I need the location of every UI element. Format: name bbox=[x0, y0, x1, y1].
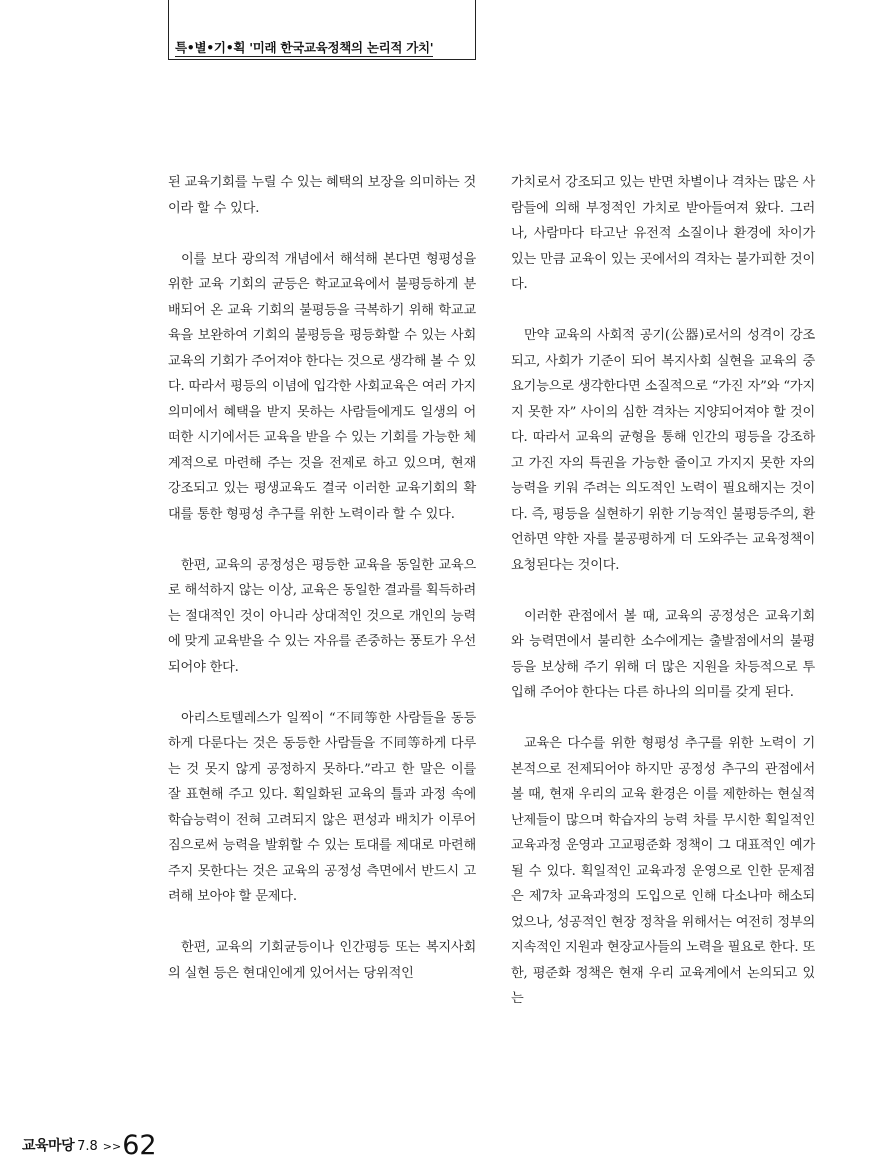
arrow-marker: >> bbox=[102, 1140, 122, 1153]
page-number: 62 bbox=[122, 1130, 157, 1161]
paragraph: 한편, 교육의 공정성은 평등한 교육을 동일한 교육으로 해석하지 않는 이상, 교육은 동일한 결과를 획득하려는 절대적인 것이 아니라 상대적인 것으로 개인의 능력에 맞게 교육받을 수 있는 자유를 존중하는 풍토가 우선되어야 한다. bbox=[168, 557, 476, 675]
page-footer bbox=[22, 1130, 157, 1161]
section-title: 특•별•기•획 '미래 한국교육정책의 논리적 가치' bbox=[175, 40, 434, 55]
paragraph: 된 교육기회를 누릴 수 있는 혜택의 보장을 의미하는 것이라 할 수 있다. bbox=[168, 175, 476, 216]
issue-number: 7.8 bbox=[77, 1139, 98, 1154]
right-column bbox=[511, 170, 815, 1037]
paragraph: 한편, 교육의 기회균등이나 인간평등 또는 복지사회의 실현 등은 현대인에게 있어서는 당위적인 bbox=[168, 940, 476, 981]
paragraph: 만약 교육의 사회적 공기(公器)로서의 성격이 강조되고, 사회가 기준이 되어 복지사회 실현을 교육의 중요기능으로 생각한다면 소질적으로 “가진 자”와 “가지지 못한 자” 사이의 심한 격차는 지양되어져야 할 것이다. 따라서 교육의 균형을 통해 인간의 평등을 강조하고 가진 자의 특권을 가능한 줄이고 가지지 못한 자의 능력을 키워 주려는 의도적인 노력이 필요해지는 것이다. 즉, 평등을 실현하기 위한 기능적인 불평등주의, 환언하면 약한 자를 불공평하게 더 도와주는 교육정책이 요청된다는 것이다. bbox=[511, 328, 815, 573]
paragraph: 교육은 다수를 위한 형평성 추구를 위한 노력이 기본적으로 전제되어야 하지만 공정성 추구의 관점에서 볼 때, 현재 우리의 교육 환경은 이를 제한하는 현실적 난제들이 많으며 학습자의 능력 차를 무시한 획일적인 교육과정 운영과 고교평준화 정책이 그 대표적인 예가 될 수 있다. 획일적인 교육과정 운영으로 인한 문제점은 제7차 교육과정의 도입으로 인해 다소나마 해소되었으나, 성공적인 현장 정착을 위해서는 여전히 정부의 지속적인 지원과 현장교사들의 노력을 필요로 한다. 또한, 평준화 정책은 현재 우리 교육계에서 논의되고 있는 bbox=[511, 736, 815, 1006]
paragraph: 아리스토텔레스가 일찍이 “不同等한 사람들을 동등하게 다룬다는 것은 동등한 사람들을 不同等하게 다루는 것 못지 않게 공정하지 못하다.”라고 한 말은 이를 잘 표현해 주고 있다. 획일화된 교육의 틀과 과정 속에 학습능력이 전혀 고려되지 않은 편성과 배치가 이루어짐으로써 능력을 발휘할 수 있는 토대를 제대로 마련해 주지 못한다는 것은 교육의 공정성 측면에서 반드시 고려해 보아야 할 문제다. bbox=[168, 710, 476, 904]
paragraph: 이러한 관점에서 볼 때, 교육의 공정성은 교육기회와 능력면에서 불리한 소수에게는 출발점에서의 불평등을 보상해 주기 위해 더 많은 지원을 차등적으로 투입해 주어야 한다는 다른 하나의 의미를 갖게 된다. bbox=[511, 608, 815, 700]
magazine-name: 교육마당 bbox=[22, 1138, 75, 1154]
left-column bbox=[168, 170, 476, 1012]
header-box bbox=[168, 0, 476, 60]
paragraph: 이를 보다 광의적 개념에서 해석해 본다면 형평성을 위한 교육 기회의 균등은 학교교육에서 불평등하게 분배되어 온 교육 기회의 불평등을 극복하기 위해 학교교육을 보완하여 기회의 불평등을 평등화할 수 있는 사회교육의 기회가 주어져야 한다는 것으로 생각해 볼 수 있다. 따라서 평등의 이념에 입각한 사회교육은 여러 가지 의미에서 혜택을 받지 못하는 사람들에게도 일생의 어떠한 시기에서든 교육을 받을 수 있는 기회를 가능한 체계적으로 마련해 주는 것을 전제로 하고 있으며, 현재 강조되고 있는 평생교육도 결국 이러한 교육기회의 확대를 통한 형평성 추구를 위한 노력이라 할 수 있다. bbox=[168, 251, 476, 522]
paragraph: 가치로서 강조되고 있는 반면 차별이나 격차는 많은 사람들에 의해 부정적인 가치로 받아들여져 왔다. 그러나, 사람마다 타고난 유전적 소질이나 환경에 차이가 있는 만큼 교육이 있는 곳에서의 격차는 불가피한 것이다. bbox=[511, 175, 815, 292]
